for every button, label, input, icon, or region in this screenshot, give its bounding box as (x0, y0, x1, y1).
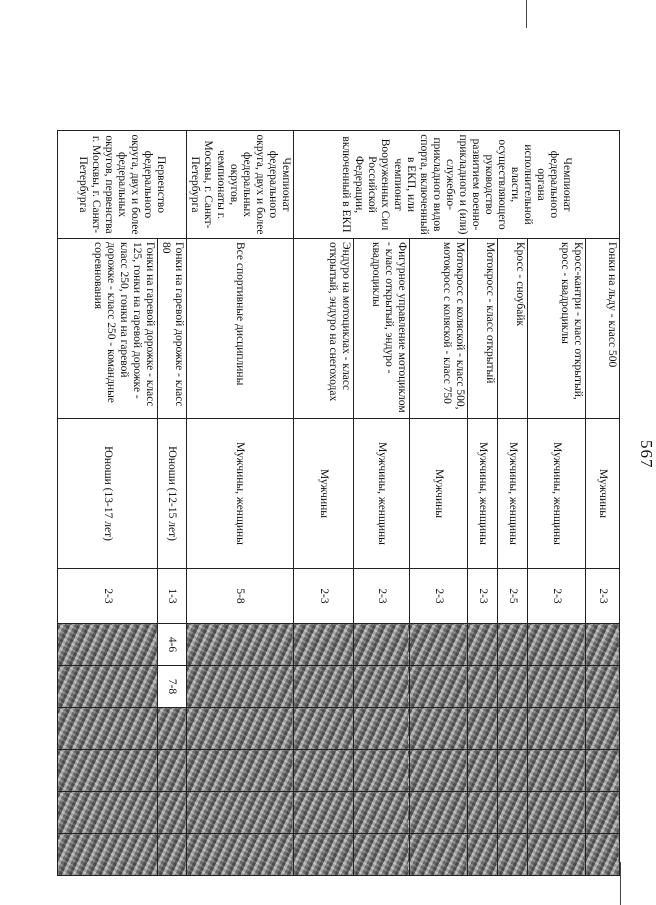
shaded-cell (294, 750, 354, 792)
table-row (586, 131, 620, 876)
count-cell: 2-5 (498, 569, 528, 624)
shaded-cell (58, 624, 158, 666)
group-cell: Мужчины (586, 419, 620, 569)
shaded-cell (187, 624, 294, 666)
group-cell: Мужчины, женщины (468, 419, 498, 569)
count-cell: 2-3 (410, 569, 468, 624)
shaded-cell (468, 750, 498, 792)
value-cell: 4-6 (158, 624, 187, 666)
shaded-cell (354, 708, 410, 750)
group-cell: Юноши (12-15 лет) (158, 419, 187, 569)
table-row (158, 131, 187, 876)
shaded-cell (187, 792, 294, 834)
group-cell: Мужчины, женщины (498, 419, 528, 569)
shaded-cell (294, 666, 354, 708)
shaded-cell (410, 750, 468, 792)
count-cell: 2-3 (354, 569, 410, 624)
shaded-cell (354, 750, 410, 792)
shaded-cell (468, 666, 498, 708)
shaded-cell (158, 792, 187, 834)
count-cell: 2-3 (468, 569, 498, 624)
shaded-cell (498, 666, 528, 708)
org-cell: Чемпионат федерального округа, двух и более федеральных округов, чемпионаты г. Москвы, г. Санкт-Петербурга (187, 131, 294, 239)
table-row (354, 131, 410, 876)
org-cell: Чемпионат федерального органа исполнительной власти, осуществляющего руководство развитием военно-прикладного и (или) служебно-прикладного видов спорта, включенный в ЕКП, или чемпионат Вооруженных Сил Российской Федерации, включенный в ЕКП (294, 131, 620, 239)
shaded-cell (294, 624, 354, 666)
table-row (294, 131, 354, 876)
discipline-cell: Все спортивные дисциплины (187, 239, 294, 419)
shaded-cell (354, 834, 410, 876)
count-cell: 2-3 (294, 569, 354, 624)
shaded-cell (58, 750, 158, 792)
shaded-cell (187, 750, 294, 792)
count-cell: 2-3 (58, 569, 158, 624)
discipline-cell: Эндуро на мотоциклах - класс открытый, эндуро на снегоходах (294, 239, 354, 419)
shaded-cell (528, 624, 586, 666)
count-cell: 2-3 (586, 569, 620, 624)
edge-mark-bottom (620, 862, 621, 905)
shaded-cell (410, 624, 468, 666)
shaded-cell (410, 666, 468, 708)
results-table (57, 130, 620, 876)
shaded-cell (498, 750, 528, 792)
discipline-cell: Гонки на гаревой дорожке - класс 125, гонки на гаревой дорожке - класс 250, гонки на гаревой дорожке - класс 250 - командные соревнования (58, 239, 158, 419)
group-cell: Мужчины, женщины (187, 419, 294, 569)
shaded-cell (498, 792, 528, 834)
shaded-cell (58, 834, 158, 876)
shaded-cell (528, 708, 586, 750)
table-row (410, 131, 468, 876)
shaded-cell (158, 708, 187, 750)
shaded-cell (410, 708, 468, 750)
shaded-cell (158, 750, 187, 792)
group-cell: Мужчины (294, 419, 354, 569)
table-row (58, 131, 158, 876)
shaded-cell (354, 624, 410, 666)
shaded-cell (294, 834, 354, 876)
group-cell: Мужчины (410, 419, 468, 569)
count-cell: 1-3 (158, 569, 187, 624)
shaded-cell (586, 624, 620, 666)
page-number: 567 (637, 440, 656, 469)
shaded-cell (528, 792, 586, 834)
shaded-cell (528, 666, 586, 708)
discipline-cell: Мотокросс - класс открытый (468, 239, 498, 419)
shaded-cell (294, 708, 354, 750)
shaded-cell (586, 666, 620, 708)
shaded-cell (586, 792, 620, 834)
shaded-cell (468, 792, 498, 834)
org-cell: Первенство федерального округа, двух и более федеральных округов, первенства г. Москвы, г. Санкт-Петербурга (58, 131, 187, 239)
table-row (187, 131, 294, 876)
table-row (498, 131, 528, 876)
shaded-cell (586, 834, 620, 876)
group-cell: Мужчины, женщины (528, 419, 586, 569)
shaded-cell (528, 750, 586, 792)
count-cell: 2-3 (528, 569, 586, 624)
discipline-cell: Кросс - сноубайк (498, 239, 528, 419)
discipline-cell: Фигурное управление мотоциклом - класс открытый, эндуро - квадроциклы (354, 239, 410, 419)
group-cell: Мужчины, женщины (354, 419, 410, 569)
shaded-cell (498, 624, 528, 666)
shaded-cell (468, 708, 498, 750)
table-row (528, 131, 586, 876)
shaded-cell (468, 624, 498, 666)
shaded-cell (58, 666, 158, 708)
shaded-cell (187, 666, 294, 708)
discipline-cell: Мотокросс с коляской - класс 500, мотокросс с коляской - класс 750 (410, 239, 468, 419)
shaded-cell (354, 666, 410, 708)
shaded-cell (294, 792, 354, 834)
shaded-cell (468, 834, 498, 876)
edge-mark-top (526, 0, 527, 28)
discipline-cell: Гонки на гаревой дорожке - класс 80 (158, 239, 187, 419)
shaded-cell (586, 750, 620, 792)
shaded-cell (58, 708, 158, 750)
shaded-cell (498, 834, 528, 876)
discipline-cell: Кросс-кантри - класс открытый, кросс - квадроциклы (528, 239, 586, 419)
shaded-cell (586, 708, 620, 750)
rotated-table (68, 130, 620, 875)
table-row (468, 131, 498, 876)
shaded-cell (498, 708, 528, 750)
shaded-cell (410, 792, 468, 834)
discipline-cell: Гонки на льду - класс 500 (586, 239, 620, 419)
shaded-cell (58, 792, 158, 834)
shaded-cell (187, 834, 294, 876)
shaded-cell (187, 708, 294, 750)
shaded-cell (528, 834, 586, 876)
count-cell: 5-8 (187, 569, 294, 624)
group-cell: Юноши (13-17 лет) (58, 419, 158, 569)
shaded-cell (158, 834, 187, 876)
shaded-cell (354, 792, 410, 834)
value-cell: 7-8 (158, 666, 187, 708)
shaded-cell (410, 834, 468, 876)
